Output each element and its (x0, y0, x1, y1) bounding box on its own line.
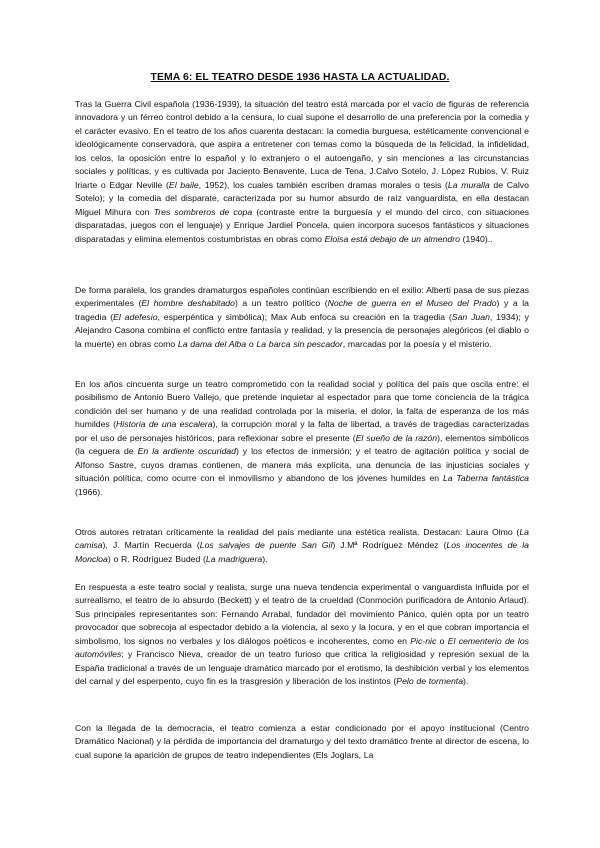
text-run: , 1934); y Alejandro Casona combina el conflicto entre fantasía y realidad, y la presencia de personajes alegóricos (el diablo o la muerte) en obras como (75, 311, 529, 349)
work-title: Tres sombreros de copa (153, 206, 253, 217)
work-title: El adefesio (113, 311, 158, 322)
work-title: Los salvajes de puente San Gil (199, 540, 333, 551)
text-run: (contraste entre la burguesía y el mundo del circo, con situaciones disparatadas, juegos con el lenguaje) y Enrique Jardiel Poncela, quien incorpora sucesos fantásticos y situaciones disparatadas y elimina elementos costumbristas en obras como (75, 206, 530, 244)
text-run: ), elementos simbólicos (la ceguera de (75, 432, 530, 457)
text-run: , 1952), los cuales también escriben dramas morales o tesis ( (198, 179, 448, 190)
text-run: Otros autores retratan críticamente la realidad del país mediante una estética realista. Destacan: Laura Olmo ( (75, 527, 520, 537)
text-run: Tras la Guerra Civil española (1936-1939), la situación del teatro está marcada por el vacío de figuras de referencia innovadora y un férreo control debido a la censura, lo cual supone el desarrollo de una preferencia por la comedia y el carácter evasivo. En el teatro de los años cuarenta destacan: la comedia burguesa, estéticamente convencional e ideológicamente conservadora, que aspira a entretener con temas como la búsqueda de la felicidad, la infidelidad, los celos, la oposición entre lo español y lo extranjero o el autoengaño, y sin menciones a las circunstancias sociales y políticas, y es cultivada por Jaciento Benavente, Luca de Tena, J.Calvo Sotelo, J. López Rubios, V. Ruiz Iriarte o Edgar Neville ( (75, 99, 529, 190)
work-title: La dama del Alba (177, 338, 247, 349)
text-run: (1966). (75, 486, 103, 497)
paragraph-realist-authors (75, 526, 529, 566)
text-run: Con la llegada de la democracia, el teatro comienza a estar condicionado por el apoyo institucional (Centro Dramático Nacional) y la pérdida de importancia del dramaturgo y del texto dramático frente al director de escena, lo cual supone la aparición de grupos de teatro independientes (Els Joglars, La (75, 723, 529, 760)
text-run: ). (463, 676, 469, 687)
work-title: La camisa (75, 527, 529, 551)
text-run: ) y los efectos de inmersión; y el teatro de agitación política y social de Alfonso Sastre, cuyos dramas contienen, de manera más explícita, una denuncia de las injusticias sociales y situación política, como ocurre con el inmovilismo y abandono de los jóvenes humildes en (75, 446, 530, 484)
text-run: de Calvo Sotelo); y la comedia del disparate, caracterizada por su humor absurdo de raíz vanguardista, en ella destacan Miguel Mihura con (75, 179, 529, 217)
work-title: La barca sin pescador (256, 338, 343, 349)
text-run: o (246, 338, 257, 349)
work-title: Eloisa está debajo de un almendro (324, 233, 460, 244)
work-title: Los inocentes de la Moncloa (75, 540, 529, 564)
text-run: , esperpéntica y simbólica); Max Aub enfoca su creación en la tragedia ( (157, 311, 452, 322)
page-title: TEMA 6: EL TEATRO DESDE 1936 HASTA LA ACTUALIDAD. (150, 72, 450, 83)
text-run: En respuesta a este teatro social y realista, surge una nueva tendencia experimental o vanguardista influida por el surrealismo, el teatro de lo absurdo (Beckett) y el teatro de la crueldad (Conmoción purificadora de Antonio Arlaud). Sus principales representantes son: Fernando Arrabal, fundador del movimiento Pánico, quien opta por un teatro provocador que sobrecoja al espectador debido a la violencia, al sexo y la locura, y en el que cobran importancia el simbolismo, los signos no verbales y los diálogos poéticos e incoherentes, como en (75, 582, 529, 646)
work-title: El hombre deshabitado (141, 298, 235, 309)
work-title: La Taberna fantástica (442, 473, 529, 484)
text-run: ), la corrupción moral y la falta de libertad, a través de tragedias caracterizadas por el uso de personajes históricos, para reflexionar sobre el presente ( (75, 419, 529, 443)
text-run: ) y a la tragedia ( (75, 298, 529, 322)
text-run: , marcadas por la poesía y el misterio. (342, 338, 492, 349)
work-title: Pelo de tormenta (396, 676, 464, 687)
work-title: Historia de una escalera (116, 419, 213, 430)
paragraph-exile-theatre (75, 284, 529, 351)
work-title: San Juan (451, 311, 490, 322)
paragraph-experimental-theatre (75, 581, 529, 689)
paragraph-democracy-theatre (75, 722, 529, 762)
text-run: En los años cincuenta surge un teatro comprometido con la realidad social y política del país que oscila entre: el posibilismo de Antonio Buero Vallejo, que pretende inquietar al espectador para que tome conciencia de la trágica condición del ser humano y de una realidad controlada por la miseria, el dolor, la falta de esperanza de los más humildes ( (75, 379, 529, 430)
text-run: ) a un teatro político ( (234, 298, 328, 309)
text-run: ) o R. Rodríguez Buded ( (107, 553, 206, 564)
work-title: Noche de guerra en el Museo del Prado (327, 298, 497, 309)
work-title: En la ardiente oscuridad (137, 446, 236, 457)
text-run: ) J.Mª Rodríguez Méndez ( (332, 540, 447, 551)
text-run: (1940).. (459, 233, 493, 244)
paragraph-postwar-theatre (75, 98, 529, 246)
text-run: o (436, 635, 448, 646)
work-title: El cementerio de los automóviles (75, 635, 529, 660)
text-run: ; y Francisco Nieva, creador de un teatro furioso que critica la religiosidad y represión sexual de la España tradicional a través de un lenguaje dramático marcado por el erotismo, la deshibición verbal y los elementos del carnal y del esperpento, cuyo fin es la trasgresión y liberación de los instintos ( (75, 649, 529, 687)
work-title: El sueño de la razón (355, 432, 438, 443)
work-title: Pic-nic (410, 635, 437, 646)
work-title: El baile (168, 179, 199, 190)
work-title: La muralla (447, 179, 490, 190)
text-run: ). (262, 553, 268, 564)
text-run: De forma paralela, los grandes dramaturgos españoles continúan escribiendo en el exilio: Alberti pasa de sus piezas experimentales ( (75, 285, 529, 309)
work-title: La madriguera (205, 553, 263, 564)
text-run: ), J. Martín Recuerda ( (102, 540, 200, 551)
paragraph-fifties-theatre (75, 378, 529, 499)
